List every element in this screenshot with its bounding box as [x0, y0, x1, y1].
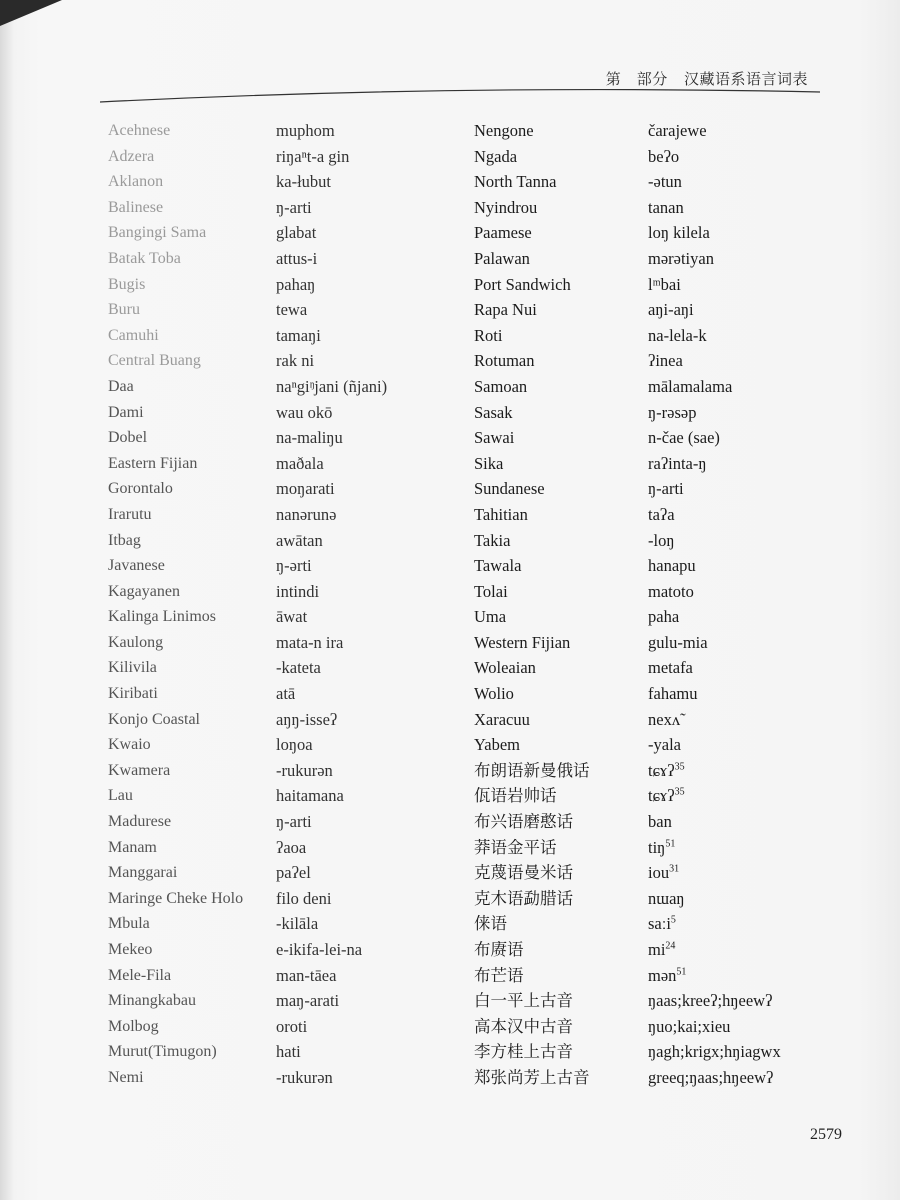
language-name: 布兴语磨憨话 — [474, 812, 573, 832]
word-form: ban — [648, 812, 672, 832]
word-form: -ətun — [648, 172, 682, 192]
word-form: oroti — [276, 1016, 308, 1036]
language-name: Mbula — [108, 915, 150, 933]
word-form: glabat — [276, 223, 317, 243]
language-name: Yabem — [474, 735, 520, 755]
language-name: Kwamera — [108, 761, 171, 779]
word-form: -loŋ — [648, 530, 675, 550]
word-form: -kateta — [276, 658, 321, 678]
language-name: Uma — [474, 607, 507, 627]
word-form: tamaŋi — [276, 325, 321, 345]
page-number: 2579 — [810, 1126, 842, 1143]
language-name: 郑张尚芳上古音 — [474, 1067, 590, 1087]
language-name: Port Sandwich — [474, 274, 571, 294]
word-form: greeq;ŋaas;hŋeewʔ — [648, 1067, 774, 1087]
language-name: Bugis — [108, 275, 146, 293]
language-name: Tawala — [474, 556, 522, 576]
language-name: Nyindrou — [474, 197, 538, 217]
header-rule — [100, 88, 820, 108]
word-form: pahaŋ — [276, 274, 316, 294]
language-name: Xaracuu — [474, 709, 530, 729]
word-form: tewa — [276, 300, 308, 320]
language-name: Dobel — [108, 429, 148, 447]
word-form: riŋaⁿt-a gin — [276, 146, 350, 166]
word-form: filo deni — [276, 888, 332, 908]
language-name: Camuhi — [108, 326, 159, 344]
word-form: matoto — [648, 581, 694, 601]
language-name: Sika — [474, 453, 504, 473]
language-name: Javanese — [108, 557, 165, 575]
word-form: aŋi-aŋi — [648, 300, 694, 320]
word-form: iou$^{31}$ — [648, 863, 680, 883]
word-form: saːi$^5$ — [648, 914, 676, 934]
word-form: na-maliŋu — [276, 428, 343, 448]
language-name: Western Fijian — [474, 632, 571, 652]
word-form: $mi^{24}$ — [648, 940, 676, 959]
language-name: Konjo Coastal — [108, 710, 200, 728]
language-name: Wolio — [474, 684, 514, 704]
word-form: -kilāla — [276, 914, 319, 934]
language-name: Rapa Nui — [474, 300, 537, 320]
word-form: ŋuo;kai;xieu — [648, 1016, 731, 1036]
word-form: mən$^{51}$ — [648, 965, 687, 985]
word-form: tɕɤʔ$^{35}$ — [648, 786, 685, 806]
word-form: attus-i — [276, 248, 318, 268]
word-form: aŋŋ-isseʔ — [276, 709, 338, 729]
language-name: 俫语 — [474, 914, 507, 934]
language-name: Molbog — [108, 1017, 159, 1035]
word-form: intindi — [276, 581, 320, 601]
header-title: 汉藏语系语言词表 — [683, 72, 808, 88]
word-form: ŋagh;krigx;hŋiagwx — [648, 1042, 781, 1062]
word-form: čarajewe — [648, 121, 707, 140]
language-name: Balinese — [108, 198, 164, 216]
language-name: Kilivila — [108, 659, 157, 677]
left-form-column — [276, 118, 387, 1091]
language-name: Kaulong — [108, 633, 164, 651]
language-name: Ngada — [474, 146, 518, 166]
language-name: 克蔑语曼米话 — [474, 863, 573, 883]
language-name: Acehnese — [108, 122, 171, 139]
language-name: Lau — [108, 787, 133, 805]
language-name: North Tanna — [474, 172, 557, 192]
language-name: Adzera — [108, 147, 155, 165]
word-form: paʔel — [276, 863, 311, 883]
word-form: raʔinta-ŋ — [648, 453, 707, 473]
word-form: nanərunə — [276, 504, 337, 524]
language-name: Itbag — [108, 531, 141, 549]
word-form: nexʌ̃ — [648, 709, 681, 729]
word-form: mata-n ira — [276, 632, 344, 652]
language-name: 白一平上古音 — [474, 991, 573, 1011]
language-name: 布芒语 — [474, 965, 524, 985]
word-form: man-tāea — [276, 965, 337, 985]
language-name: 克木语勐腊话 — [474, 888, 573, 908]
word-form: -yala — [648, 735, 681, 755]
language-name: Bangingi Sama — [108, 224, 207, 242]
language-name: 莽语金平话 — [474, 837, 557, 857]
language-name: Buru — [108, 301, 140, 319]
word-form: beʔo — [648, 146, 680, 166]
word-form: moŋarati — [276, 479, 335, 499]
word-form: taʔa — [648, 504, 675, 524]
word-form: haitamana — [276, 786, 344, 806]
word-form: nɯaŋ — [648, 888, 685, 908]
word-form: ŋ-arti — [276, 197, 312, 217]
word-form: tiŋ$^{51}$ — [648, 837, 676, 857]
language-name: Irarutu — [108, 505, 152, 523]
word-form: loŋoa — [276, 735, 313, 755]
word-form: maŋ-arati — [276, 991, 340, 1011]
word-form: maðala — [276, 453, 324, 473]
language-name: Kwaio — [108, 736, 151, 754]
word-form: ŋ-ərti — [276, 556, 312, 576]
word-form: awātan — [276, 530, 323, 550]
word-form: fahamu — [648, 684, 698, 704]
word-form: ŋ-arti — [276, 812, 312, 832]
language-name: Maringe Cheke Holo — [108, 889, 244, 907]
word-form: āwat — [276, 607, 308, 627]
language-name: Mele-Fila — [108, 966, 172, 984]
language-name: Sundanese — [474, 479, 545, 499]
word-form: na-lela-k — [648, 325, 707, 345]
word-form: tanan — [648, 197, 684, 217]
word-form: ŋaas;kreeʔ;hŋeewʔ — [648, 991, 773, 1011]
word-form: tɕɤʔ$^{35}$ — [648, 760, 685, 780]
language-name: Samoan — [474, 376, 528, 396]
word-form: -rukurən — [276, 760, 333, 780]
word-form: muphom — [276, 121, 335, 140]
word-form: atā — [276, 684, 296, 704]
right-form-column — [648, 118, 781, 1091]
left-language-column — [108, 118, 243, 1091]
word-form: n-čae (sae) — [648, 428, 720, 448]
word-form: gulu-mia — [648, 632, 708, 652]
right-language-column — [474, 118, 590, 1091]
language-name: Eastern Fijian — [108, 454, 198, 472]
word-form: ʔaoa — [276, 837, 307, 857]
word-form: e-ikifa-lei-na — [276, 940, 363, 959]
language-name: Aklanon — [108, 173, 164, 191]
word-form: metafa — [648, 658, 693, 678]
word-form: hanapu — [648, 556, 696, 576]
language-name: Mekeo — [108, 941, 153, 958]
language-name: Nemi — [108, 1068, 144, 1086]
word-form: loŋ kilela — [648, 223, 710, 243]
word-form: lᵐbai — [648, 274, 681, 294]
language-name: Manam — [108, 838, 157, 856]
word-form: mərətiyan — [648, 248, 714, 268]
language-name: Murut(Timugon) — [108, 1043, 217, 1061]
language-name: Sasak — [474, 402, 513, 422]
language-name: Kagayanen — [108, 582, 180, 600]
language-name: Palawan — [474, 248, 530, 268]
language-name: Manggarai — [108, 864, 178, 882]
language-name: Sawai — [474, 428, 515, 448]
language-name: Daa — [108, 377, 134, 395]
language-name: Roti — [474, 325, 503, 345]
language-name: Central Buang — [108, 352, 201, 370]
language-name: Nengone — [474, 121, 534, 140]
word-form: -rukurən — [276, 1067, 333, 1087]
language-name: Woleaian — [474, 658, 536, 678]
language-name: Takia — [474, 530, 511, 550]
language-name: Paamese — [474, 223, 532, 243]
word-form: ŋ-arti — [648, 479, 684, 499]
running-header — [594, 68, 808, 89]
language-name: Batak Toba — [108, 249, 181, 267]
word-form: paha — [648, 607, 680, 627]
language-name: Kiribati — [108, 685, 158, 703]
language-name: 高本汉中古音 — [474, 1016, 573, 1036]
language-name: Tolai — [474, 581, 508, 601]
word-form: hati — [276, 1042, 301, 1062]
language-name: 布赓语 — [474, 940, 524, 959]
language-name: Gorontalo — [108, 480, 173, 498]
language-name: Rotuman — [474, 351, 535, 371]
language-name: 布朗语新曼俄话 — [474, 760, 590, 780]
word-form: wau okō — [276, 402, 333, 422]
word-form: ka-łubut — [276, 172, 331, 192]
language-name: Madurese — [108, 813, 172, 831]
word-form: ʔinea — [648, 351, 683, 371]
header-part: 第 部分 — [605, 72, 668, 88]
word-form: naⁿgiᵑjani (ñjani) — [276, 376, 388, 396]
word-form: mālamalama — [648, 376, 733, 396]
language-name: 佤语岩帅话 — [474, 786, 557, 806]
word-form: ŋ-rəsəp — [648, 402, 697, 422]
language-name: Kalinga Linimos — [108, 608, 216, 626]
language-name: Minangkabau — [108, 992, 196, 1010]
page-corner-shadow — [0, 0, 62, 26]
language-name: Dami — [108, 403, 144, 421]
language-name: 李方桂上古音 — [474, 1042, 573, 1062]
word-form: rak ni — [276, 351, 315, 371]
language-name: Tahitian — [474, 504, 528, 524]
